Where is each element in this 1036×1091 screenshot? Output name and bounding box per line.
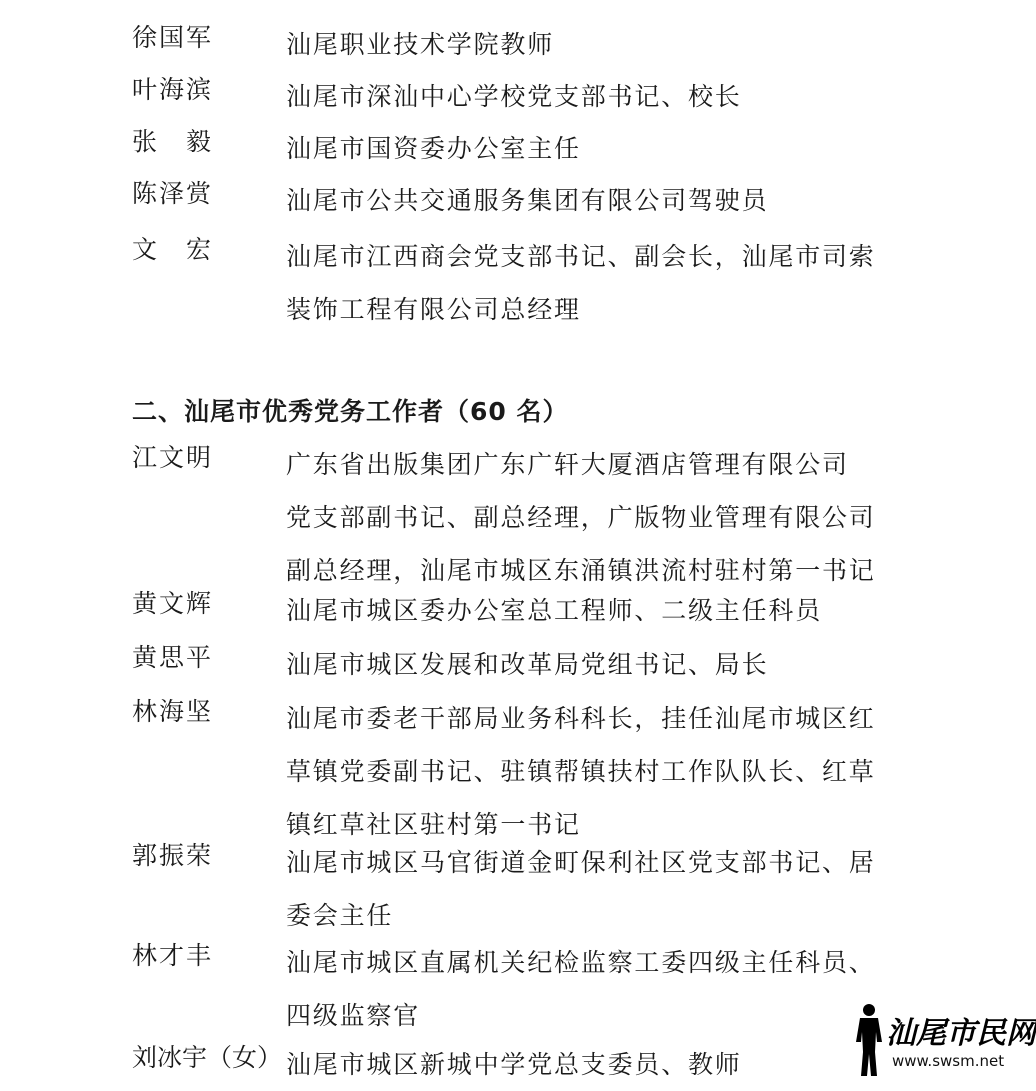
entry-name: 黄文辉	[132, 589, 214, 618]
entry-description-line: 党支部副书记、副总经理，广版物业管理有限公司	[286, 503, 876, 532]
entry-description-line: 广东省出版集团广东广轩大厦酒店管理有限公司	[286, 450, 849, 479]
entry-description-line: 装饰工程有限公司总经理	[286, 295, 581, 324]
entry-description	[286, 936, 896, 1042]
section-heading: 二、汕尾市优秀党务工作者（60 名）	[132, 397, 569, 426]
entry-description-line: 汕尾市城区马官街道金町保利社区党支部书记、居	[286, 848, 876, 877]
entry-description-line: 汕尾市公共交通服务集团有限公司驾驶员	[286, 186, 769, 215]
entry-description-line: 汕尾市国资委办公室主任	[286, 134, 581, 163]
entry-description	[286, 230, 896, 336]
entry-description	[286, 836, 896, 942]
entry-description	[286, 438, 896, 597]
entry-name: 江文明	[132, 443, 214, 472]
entry-description-line: 汕尾市城区发展和改革局党组书记、局长	[286, 650, 769, 679]
entry-name: 黄思平	[132, 643, 214, 672]
entry-description	[286, 692, 896, 851]
entry-description	[286, 584, 896, 637]
watermark-title: 汕尾市民网	[886, 1016, 1036, 1051]
entry-description-line: 汕尾市深汕中心学校党支部书记、校长	[286, 82, 742, 111]
entry-description-line: 汕尾职业技术学院教师	[286, 30, 555, 59]
entry-name: 张 毅	[132, 127, 214, 156]
entry-name: 林海坚	[132, 697, 214, 726]
entry-description	[286, 174, 896, 227]
entry-description-line: 草镇党委副书记、驻镇帮镇扶村工作队队长、红草	[286, 757, 876, 786]
entry-name: 文 宏	[132, 235, 214, 264]
entry-description-line: 汕尾市城区新城中学党总支委员、教师	[286, 1050, 742, 1079]
entry-description	[286, 70, 896, 123]
entry-description-line: 汕尾市江西商会党支部书记、副会长，汕尾市司索	[286, 242, 876, 271]
entry-description	[286, 122, 896, 175]
entry-description-line: 汕尾市委老干部局业务科科长，挂任汕尾市城区红	[286, 704, 876, 733]
watermark-url: www.swsm.net	[892, 1052, 1005, 1070]
entry-name: 林才丰	[132, 941, 214, 970]
entry-description	[286, 18, 896, 71]
entry-description-line: 四级监察官	[286, 1001, 421, 1030]
entry-name: 郭振荣	[132, 841, 214, 870]
entry-name: 刘冰宇（女）	[132, 1043, 283, 1072]
entry-name: 陈泽赏	[132, 179, 214, 208]
entry-description-line: 副总经理，汕尾市城区东涌镇洪流村驻村第一书记	[286, 556, 876, 585]
entry-description	[286, 638, 896, 691]
entry-name: 徐国军	[132, 23, 214, 52]
entry-description-line: 镇红草社区驻村第一书记	[286, 810, 581, 839]
figure-silhouette-icon	[852, 1002, 886, 1078]
entry-description-line: 委会主任	[286, 901, 394, 930]
site-watermark	[852, 1002, 1036, 1078]
entry-name: 叶海滨	[132, 75, 214, 104]
entry-description-line: 汕尾市城区直属机关纪检监察工委四级主任科员、	[286, 948, 876, 977]
entry-description	[286, 1038, 896, 1091]
entry-description-line: 汕尾市城区委办公室总工程师、二级主任科员	[286, 596, 823, 625]
